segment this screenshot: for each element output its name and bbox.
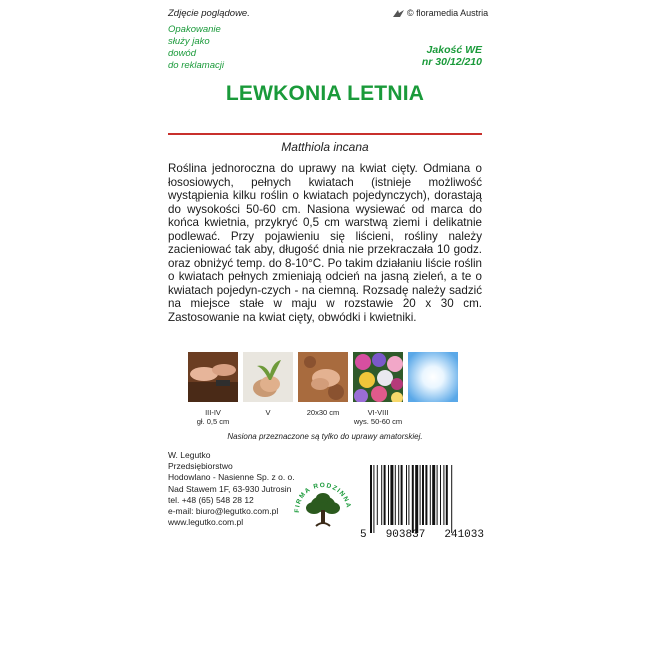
packaging-note-line: Opakowanie	[168, 24, 221, 35]
barcode-bar	[415, 465, 418, 533]
copyright-text: © floramedia Austria	[407, 8, 489, 18]
pictogram-label-line: wys. 50-60 cm	[353, 417, 403, 426]
barcode-bar	[373, 465, 374, 533]
planting-soil-icon	[298, 352, 348, 402]
company-line: Przedsiębiorstwo	[168, 461, 233, 472]
company-line: Nad Stawem 1F, 63-930 Jutrosin	[168, 483, 292, 494]
barcode-bar	[408, 465, 409, 525]
pictogram-label-line: gł. 0,5 cm	[196, 417, 230, 426]
barcode-bar	[412, 465, 414, 533]
sowing-hands-icon	[188, 352, 238, 402]
barcode-bar	[406, 465, 407, 525]
barcode-bar	[388, 465, 389, 525]
barcode-bar	[420, 465, 421, 525]
company-line: W. Legutko	[168, 450, 211, 460]
svg-text:FIRMA RODZINNA: FIRMA RODZINNA	[293, 482, 352, 513]
barcode-bar	[451, 465, 452, 533]
quality-mark	[400, 44, 482, 68]
photo-note: Zdjęcie poglądowe.	[168, 8, 250, 19]
barcode-bar	[398, 465, 399, 525]
sun-icon	[408, 352, 458, 402]
company-email[interactable]: e-mail: biuro@legutko.com.pl	[168, 506, 279, 517]
barcode-digit-group: 903837	[385, 529, 426, 541]
product-title: LEWKONIA LETNIA	[225, 82, 425, 105]
barcode-digit-group: 241033	[444, 529, 484, 541]
pictogram-label	[188, 408, 238, 426]
company-info	[168, 450, 295, 528]
packaging-note-line: służy jako	[168, 36, 210, 47]
latin-name: Matthiola incana	[281, 140, 369, 154]
pictogram-label-line: 20x30 cm	[306, 408, 340, 417]
product-description: Roślina jednoroczna do uprawy na kwiat cięty. Odmiana o łososiowych, pełnych kwiatach (istnieje możliwość wystąpienia kilku roślin o kwiatach pojedynczych), dorastają do wysokości 50-60 cm. Nasiona wysiewać od marca do końca kwietnia, przykryć 0,5 cm warstwą ziemi i delikatnie podlewać. Przy pojawieniu się liścieni, rośliny należy zacieniować tak aby, długość dnia nie przekraczała 10 godz. oraz obniżyć temp. do 8-10°C. Po takim działaniu liście roślin o kwiatach pełnych zmieniają odcień na jasną zieleń, a te o kwiatach pojedyn-czych - na ciemną. Rozsadę należy sadzić na miejsce stałe w maju w rozstawie 20 x 30 cm. Zastosowanie na kwiat cięty, obwódki i kwietniki.	[168, 162, 482, 324]
pictogram-label	[353, 408, 403, 426]
floramedia-logo-icon	[393, 9, 404, 18]
company-website[interactable]: www.legutko.com.pl	[168, 517, 244, 528]
flowers-icon	[353, 352, 403, 402]
barcode-bars	[368, 465, 482, 533]
barcode-bar	[384, 465, 386, 525]
seedling-icon	[243, 352, 293, 402]
barcode-digit-group: 5	[360, 529, 367, 541]
packaging-note	[168, 24, 248, 72]
packaging-note-line: do reklamacji	[168, 60, 224, 71]
pictogram-label	[243, 408, 293, 426]
quality-line-1: Jakość WE	[426, 44, 482, 56]
company-line: tel. +48 (65) 548 28 12	[168, 494, 254, 505]
pictogram-labels	[188, 408, 458, 426]
pictogram-label-line: VI-VIII	[367, 408, 389, 417]
pictogram-label	[298, 408, 348, 426]
barcode-bar	[381, 465, 382, 525]
barcode-bar	[440, 465, 441, 525]
amateur-use-note: Nasiona przeznaczone są tylko do uprawy amatorskiej.	[227, 432, 423, 441]
barcode-bar	[395, 465, 396, 525]
barcode-bar	[432, 465, 435, 525]
barcode-bar	[422, 465, 424, 525]
pictogram-label-line: V	[265, 408, 271, 417]
family-company-tree-logo	[292, 478, 354, 540]
barcode-bar	[443, 465, 444, 525]
barcode-bar	[425, 465, 427, 525]
pictogram-label	[408, 408, 458, 426]
pictogram-row	[188, 352, 458, 402]
quality-line-2: nr 30/12/210	[421, 56, 482, 68]
title-divider	[168, 133, 482, 135]
barcode-number	[360, 529, 484, 541]
barcode-bar	[377, 465, 378, 525]
pictogram-label-line: III-IV	[205, 408, 221, 417]
barcode-bar	[437, 465, 438, 525]
barcode-bar	[390, 465, 393, 525]
copyright	[393, 8, 488, 18]
barcode-bar	[446, 465, 448, 525]
company-line: Hodowlano - Nasienne Sp. z o. o.	[168, 472, 295, 483]
barcode-bar	[430, 465, 431, 525]
barcode-bar	[401, 465, 403, 525]
packaging-note-line: dowód	[168, 48, 196, 59]
barcode-bar	[370, 465, 372, 533]
